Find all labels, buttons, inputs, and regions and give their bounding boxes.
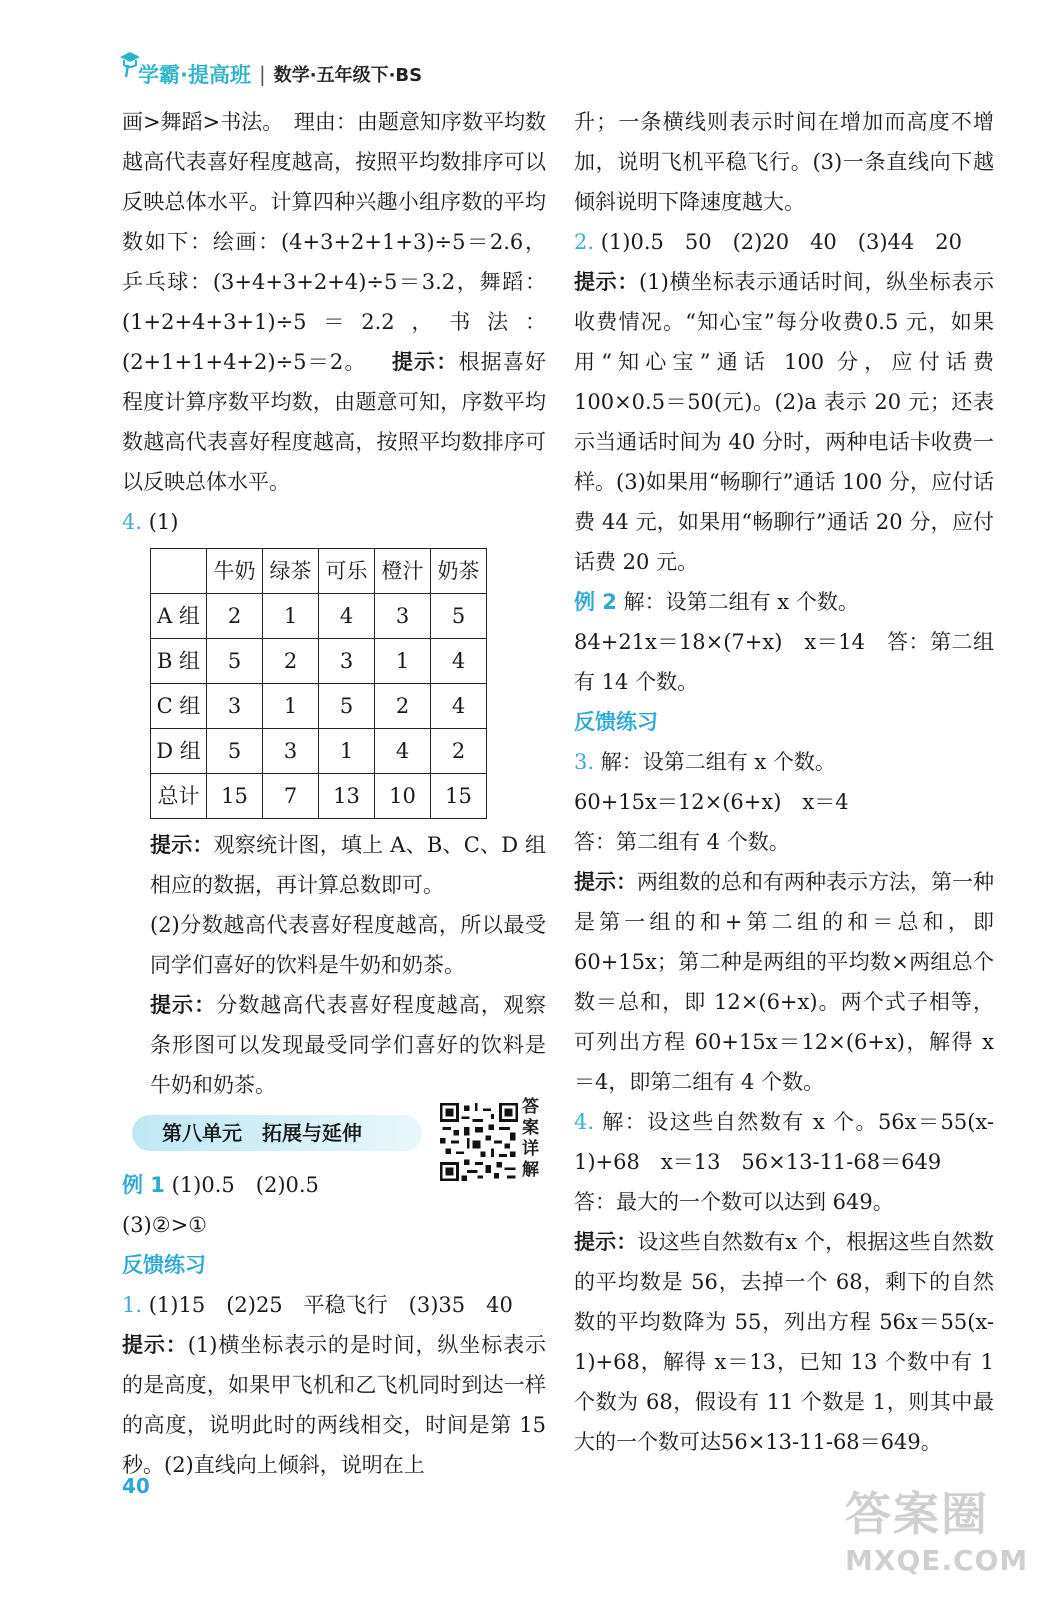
tip-text: 升；一条横线则表示时间在增加而高度不增加，说明飞机平稳飞行。(3)一条直线向下越倾斜说明下降速度越大。 [574,110,994,214]
tip-label: 提示： [574,1230,638,1254]
question-3 [574,742,994,782]
tip-text: (1)横坐标表示的是时间，纵坐标表示的是高度，如果甲飞机和乙飞机同时到达一样的高度，说明此时的两线相交，时间是第 15 秒。(2)直线向上倾斜，说明在上 [122,1333,547,1477]
tip-label: 提示： [390,350,459,374]
table-cell: 1 [375,639,431,684]
table-cell: 2 [207,594,263,639]
tip-text: 设这些自然数有x 个，根据这些自然数的平均数是 56，去掉一个 68，剩下的自然数的平均数降为 55，列出方程 56x＝55(x-1)+68，解得 x＝13，已知 13 个数中有 1 个数为 68，假设有 11 个数是 1，则其中最大的一个数可达56×13-11-68＝649。 [574,1230,994,1454]
table-row [151,639,487,684]
section-title: 反馈练习 [574,710,658,734]
answer-text: (1)15 (2)25 平稳飞行 (3)35 40 [148,1293,513,1317]
table-header-row [151,549,487,594]
answer-text: (1)0.5 50 (2)20 40 (3)44 20 [600,230,962,254]
answer-text: 解：设这些自然数有 x 个。56x＝55(x-1)+68 x＝13 56×13-11-68＝649 [574,1110,994,1174]
left-column [122,102,546,1485]
book-title: 数学·五年级下·BS [273,65,423,86]
graduation-cap-icon [118,49,142,79]
table-cell: 10 [375,774,431,819]
brand-logo [120,59,251,89]
table-cell: A 组 [151,594,207,639]
example-2 [574,582,994,622]
question-number: 1. [122,1293,143,1317]
tip-text: 根据喜好程度计算序数平均数，由题意可知，序数平均数越高代表喜好程度越高，按照平均数排序可以反映总体水平。 [122,350,547,494]
table-cell: 2 [375,684,431,729]
example-label: 例 2 [574,590,617,614]
table-cell: 4 [431,684,487,729]
header-divider: | [258,62,266,86]
answer-text: 答：第二组有 4 个数。 [574,830,790,854]
qr-label: 答案详解 [522,1097,539,1180]
answer-text: 解：设第二组有 x 个数。 [600,750,836,774]
table-cell: 15 [431,774,487,819]
answer-text: (1)0.5 (2)0.5 [171,1173,319,1197]
table-cell: 3 [375,594,431,639]
table-cell: 4 [431,639,487,684]
table-row [151,774,487,819]
right-column [574,102,994,1462]
table-row [151,594,487,639]
table-header-cell: 绿茶 [263,549,319,594]
table-cell: 4 [375,729,431,774]
tip-text: 分数越高代表喜好程度越高，观察条形图可以发现最受同学们喜好的饮料是牛奶和奶茶。 [150,993,547,1097]
question-part: (1) [148,510,179,534]
table-row [151,684,487,729]
table-header-cell [151,549,207,594]
question-4-right [574,1102,994,1182]
tip-paragraph [574,862,994,1102]
answer-text: 答：最大的一个数可以达到 649。 [574,1190,894,1214]
tip-text: (1)横坐标表示通话时间，纵坐标表示收费情况。“知心宝”每分收费0.5 元，如果用“知心宝”通话 100 分，应付话费 100×0.5＝50(元)。(2)a 表示 20 元；还表示当通话时间为 40 分时，两种电话卡收费一样。(3)如果用“畅聊行”通话 100 分，应付话费 44 元，如果用“畅聊行”通话 20 分，应付话费 20 元。 [574,270,995,574]
table-cell: C 组 [151,684,207,729]
table-cell: 3 [319,639,375,684]
example-label: 例 1 [122,1173,165,1197]
table-cell: 总计 [151,774,207,819]
question-2 [574,222,994,262]
question-1 [122,1285,546,1325]
table-cell: D 组 [151,729,207,774]
table-cell: 2 [431,729,487,774]
question-number: 4. [122,510,143,534]
answer-text: (2)分数越高代表喜好程度越高，所以最受同学们喜好的饮料是牛奶和奶茶。 [150,913,546,977]
table-header-cell: 奶茶 [431,549,487,594]
tip-label: 提示： [150,833,214,857]
watermark-url: MXQE.COM [845,1544,1029,1577]
table-cell: 15 [207,774,263,819]
drink-scores-table [150,548,487,819]
table-cell: 1 [319,729,375,774]
table-cell: 13 [319,774,375,819]
table-row [151,729,487,774]
tip-paragraph [574,1222,994,1462]
table-cell: 7 [263,774,319,819]
page-number: 40 [122,1474,150,1498]
tip-text: 两组数的总和有两种表示方法，第一种是第一组的和+第二组的和＝总和，即 60+15x；第二种是两组的平均数×两组总个数＝总和，即 12×(6+x)。两个式子相等，可列出方程 60+15x＝12×(6+x)，解得 x＝4，即第二组有 4 个数。 [574,870,994,1094]
equation: 60+15x＝12×(6+x) x＝4 [574,790,849,814]
answer-text: 84+21x＝18×(7+x) x＝14 答：第二组有 14 个数。 [574,630,994,694]
answer-text: 画>舞蹈>书法。 理由：由题意知序数平均数越高代表喜好程度越高，按照平均数排序可以反映总体水平。计算四种兴趣小组序数的平均数如下：绘画：(4+3+2+1+3)÷5＝2.6，乒乓球：(3+4+3+2+4)÷5＝3.2，舞蹈：(1+2+4+3+1)÷5＝2.2，书法：(2+1+1+4+2)÷5＝2。 [122,110,546,374]
tip-paragraph [122,825,546,905]
question-number: 2. [574,230,595,254]
table-cell: 5 [319,684,375,729]
table-header-cell: 橙汁 [375,549,431,594]
table-cell: 4 [319,594,375,639]
qr-code-icon [440,1103,518,1181]
table-cell: 1 [263,684,319,729]
tip-paragraph [574,262,994,582]
tip-label: 提示： [574,270,640,294]
unit-title: 第八单元 拓展与延伸 [132,1115,422,1151]
watermark [845,1478,1029,1588]
table-cell: B 组 [151,639,207,684]
table-cell: 5 [207,639,263,684]
question-number: 3. [574,750,595,774]
section-title: 反馈练习 [122,1253,206,1277]
watermark-logo: 答案圈 [845,1487,989,1541]
table-cell: 2 [263,639,319,684]
tip-label: 提示： [574,870,637,894]
table-cell: 3 [207,684,263,729]
table-cell: 5 [431,594,487,639]
tip-text: 观察统计图，填上 A、B、C、D 组相应的数据，再计算总数即可。 [150,833,546,897]
table-cell: 3 [263,729,319,774]
question-4 [122,502,546,542]
tip-paragraph [122,985,546,1105]
table-cell: 1 [263,594,319,639]
answer-text: 解：设第二组有 x 个数。 [623,590,859,614]
brand-text: 学霸·提高班 [138,63,251,87]
tip-label: 提示： [150,993,217,1017]
answer-text: (3)②>① [122,1213,207,1237]
unit-heading-row [122,1097,546,1180]
tip-paragraph [122,1325,546,1485]
table-cell: 5 [207,729,263,774]
paragraph [122,102,546,502]
question-number: 4. [574,1110,595,1134]
page-header [120,56,422,92]
table-header-cell: 可乐 [319,549,375,594]
tip-label: 提示： [122,1333,188,1357]
table-header-cell: 牛奶 [207,549,263,594]
